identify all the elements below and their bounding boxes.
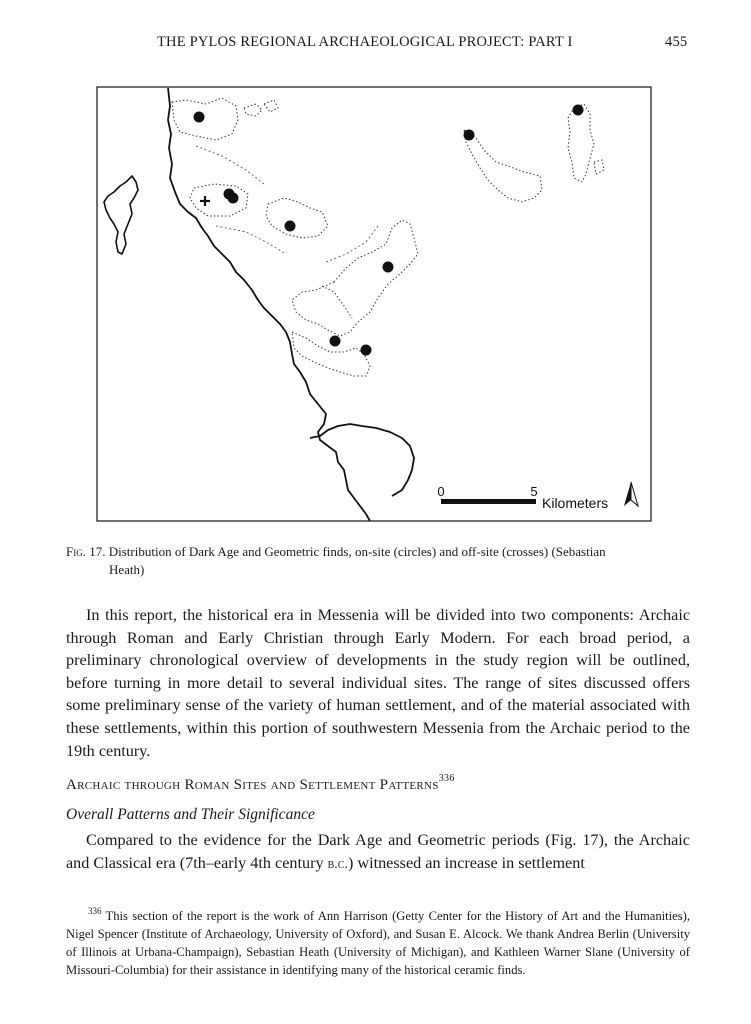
map-frame <box>97 87 651 521</box>
para-2-text-a: Compared to the evidence for the Dark Age and Geometric periods (Fig. 17), the Archaic and Classical era (7th–early 4th century <box>66 831 690 872</box>
survey-area-ne-tail <box>464 130 542 202</box>
on-site-circle <box>383 262 394 273</box>
on-site-circle <box>361 345 372 356</box>
off-site-cross <box>200 196 210 206</box>
on-site-circle <box>194 112 205 123</box>
caption-text: Distribution of Dark Age and Geometric finds, on-site (circles) and off-site (crosses) (Sebastian <box>108 544 606 559</box>
footnote-number: 336 <box>88 906 102 916</box>
figure-17-map <box>96 86 652 522</box>
coastline <box>168 88 370 521</box>
subsection-heading: Overall Patterns and Their Significance <box>66 806 315 823</box>
on-site-circle <box>228 193 239 204</box>
survey-area-west <box>190 184 248 216</box>
coastline-bay <box>310 424 414 496</box>
body-paragraph-1: In this report, the historical era in Messenia will be divided into two components: Archaic through Roman and Early Christian through Early Modern. For each broad period, a preliminary chronological overview of developments in the study region will be outlined, before turning in more detail to several individual sites. The range of sites discussed offers some preliminary sense of the variety of human settlement, and of the material associated with these settlements, within this portion of southwestern Messenia from the Archaic period to the 19th century. <box>66 606 690 760</box>
survey-area-ne-small <box>594 160 604 174</box>
survey-area-mid <box>266 198 328 238</box>
running-title: THE PYLOS REGIONAL ARCHAEOLOGICAL PROJECT: PART I <box>157 34 573 50</box>
survey-area-bay-edge <box>322 286 352 318</box>
scale-bar <box>437 484 608 511</box>
footnote <box>66 904 690 979</box>
body-paragraph-2 <box>66 829 690 876</box>
scale-bar-fill <box>441 499 536 504</box>
era-abbreviation: b.c. <box>327 856 348 872</box>
scale-unit-label: Kilometers <box>542 495 609 511</box>
page-number: 455 <box>665 34 688 50</box>
section-heading <box>66 775 455 794</box>
survey-area-ne <box>568 104 594 182</box>
figure-caption <box>66 543 690 579</box>
north-arrow-icon <box>624 482 638 506</box>
figure-label: Fig. 17. <box>66 544 106 559</box>
scale-label-start: 0 <box>437 484 445 499</box>
on-site-circle <box>573 105 584 116</box>
on-site-circle <box>285 221 296 232</box>
survey-area-nw-small <box>244 104 262 116</box>
footnote-ref[interactable]: 336 <box>438 773 455 784</box>
island <box>104 176 138 254</box>
survey-area-east <box>292 220 418 336</box>
footnote-text: This section of the report is the work of Ann Harrison (Getty Center for the History of Art and the Humanities), Nigel Spencer (Institute of Archaeology, University of Oxford), and Susan E. Alcock. We thank Andrea Berlin (University of Illinois at Urbana-Champaign), Sebastian Heath (University of Michigan), and Kathleen Warner Slane (University of Missouri-Columbia) for their assistance in identifying many of the historical ceramic finds. <box>66 909 690 977</box>
on-site-circle <box>330 336 341 347</box>
section-heading-text: Archaic through Roman Sites and Settlement Patterns <box>66 777 439 793</box>
scale-label-end: 5 <box>530 484 538 499</box>
survey-area-nw-small2 <box>264 100 278 112</box>
on-site-circle <box>464 130 475 141</box>
para-2-text-b: ) witnessed an increase in settlement <box>347 853 585 872</box>
caption-text-cont: Heath) <box>109 562 145 577</box>
survey-area-nw <box>172 98 238 140</box>
